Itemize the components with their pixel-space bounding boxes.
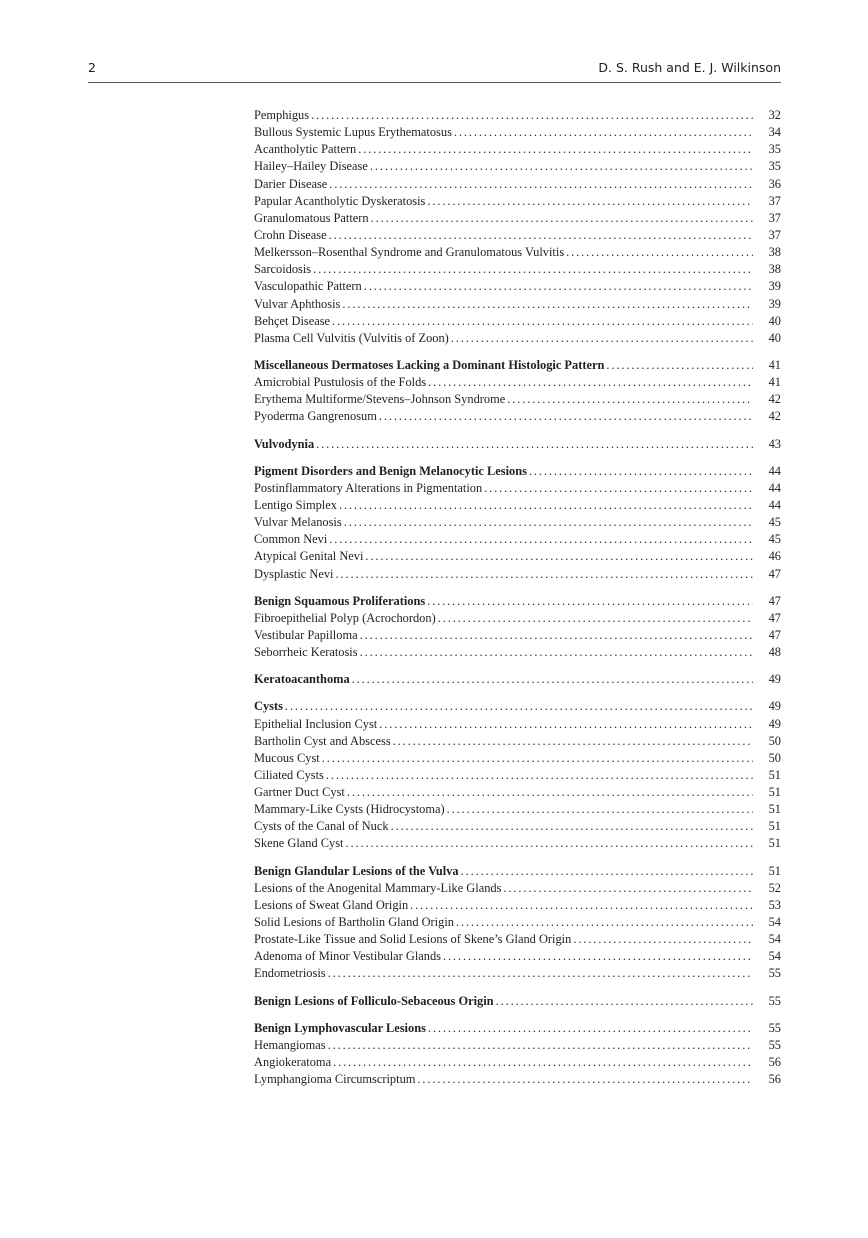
toc-entry-page: 54 (768, 949, 781, 964)
toc-entry[interactable] (254, 141, 781, 158)
toc-entry-title: Hailey–Hailey Disease (254, 159, 368, 174)
dot-leader (329, 531, 753, 548)
toc-entry-title: Bartholin Cyst and Abscess (254, 733, 391, 748)
toc-entry-title: Bullous Systemic Lupus Erythematosus (254, 125, 452, 140)
toc-entry-title: Dysplastic Nevi (254, 566, 334, 581)
toc-entry-title: Granulomatous Pattern (254, 210, 369, 225)
dot-leader (370, 158, 753, 175)
dot-leader (484, 480, 753, 497)
toc-entry[interactable] (254, 627, 781, 644)
dot-leader (529, 463, 753, 480)
toc-section-heading[interactable] (254, 357, 781, 374)
toc-entry-title: Mammary-Like Cysts (Hidrocystoma) (254, 802, 445, 817)
toc-entry-page: 35 (768, 142, 781, 157)
page-header (88, 60, 781, 82)
toc-entry-page: 51 (768, 863, 781, 878)
toc-entry-title: Vulvar Aphthosis (254, 296, 341, 311)
toc-entry-title: Seborrheic Keratosis (254, 645, 358, 660)
toc-entry-title: Gartner Duct Cyst (254, 785, 345, 800)
toc-entry-page: 56 (768, 1072, 781, 1087)
toc-entry-page: 47 (768, 627, 781, 642)
toc-group (254, 436, 781, 453)
dot-leader (336, 566, 754, 583)
toc-entry-page: 50 (768, 750, 781, 765)
toc-entry[interactable] (254, 610, 781, 627)
dot-leader (379, 716, 753, 733)
toc-entry[interactable] (254, 261, 781, 278)
toc-entry[interactable] (254, 313, 781, 330)
dot-leader (566, 244, 753, 261)
toc-entry-page: 40 (768, 330, 781, 345)
dot-leader (328, 1037, 753, 1054)
toc-entry[interactable] (254, 897, 781, 914)
page-number: 2 (88, 60, 96, 75)
toc-entry-title: Pyoderma Gangrenosum (254, 409, 377, 424)
dot-leader (360, 644, 753, 661)
toc-entry-page: 44 (768, 497, 781, 512)
toc-entry[interactable] (254, 531, 781, 548)
dot-leader (342, 296, 753, 313)
toc-group (254, 698, 781, 852)
toc-entry-page: 42 (768, 392, 781, 407)
dot-leader (364, 278, 753, 295)
dot-leader (358, 141, 753, 158)
toc-group (254, 993, 781, 1010)
toc-entry-title: Lentigo Simplex (254, 497, 337, 512)
toc-entry-page: 50 (768, 733, 781, 748)
toc-entry-page: 47 (768, 610, 781, 625)
toc-entry-title: Miscellaneous Dermatoses Lacking a Dominant Histologic Pattern (254, 357, 605, 372)
toc-entry-title: Prostate-Like Tissue and Solid Lesions of Skene’s Gland Origin (254, 932, 572, 947)
toc-entry[interactable] (254, 193, 781, 210)
toc-entry-page: 46 (768, 549, 781, 564)
toc-entry[interactable] (254, 548, 781, 565)
toc-entry-page: 34 (768, 125, 781, 140)
toc-entry-page: 43 (768, 436, 781, 451)
toc-entry-title: Vulvodynia (254, 436, 315, 451)
toc-entry[interactable] (254, 1071, 781, 1088)
toc-group (254, 1020, 781, 1089)
toc-entry-page: 53 (768, 897, 781, 912)
toc-entry-title: Lesions of the Anogenital Mammary-Like Glands (254, 880, 502, 895)
dot-leader (339, 497, 753, 514)
toc-entry-page: 51 (768, 767, 781, 782)
toc-entry[interactable] (254, 880, 781, 897)
dot-leader (391, 818, 753, 835)
toc-entry-title: Mucous Cyst (254, 750, 320, 765)
toc-entry[interactable] (254, 107, 781, 124)
toc-entry-page: 51 (768, 836, 781, 851)
toc-entry-title: Benign Glandular Lesions of the Vulva (254, 863, 459, 878)
dot-leader (316, 436, 753, 453)
toc-entry-page: 45 (768, 532, 781, 547)
toc-entry-title: Pigment Disorders and Benign Melanocytic Lesions (254, 463, 527, 478)
toc-entry-title: Melkersson–Rosenthal Syndrome and Granulomatous Vulvitis (254, 245, 565, 260)
toc-entry-title: Common Nevi (254, 532, 328, 547)
toc-entry[interactable] (254, 480, 781, 497)
toc-entry-page: 38 (768, 262, 781, 277)
toc-group (254, 593, 781, 662)
dot-leader (360, 627, 753, 644)
dot-leader (352, 671, 753, 688)
dot-leader (503, 880, 753, 897)
toc-entry-page: 52 (768, 880, 781, 895)
toc-entry[interactable] (254, 784, 781, 801)
toc-entry[interactable] (254, 176, 781, 193)
toc-entry[interactable] (254, 296, 781, 313)
dot-leader (461, 863, 753, 880)
dot-leader (410, 897, 753, 914)
toc-entry-title: Amicrobial Pustulosis of the Folds (254, 375, 427, 390)
toc-entry[interactable] (254, 948, 781, 965)
toc-section-heading[interactable] (254, 593, 781, 610)
toc-entry-title: Keratoacanthoma (254, 672, 350, 687)
toc-entry-page: 41 (768, 375, 781, 390)
toc-entry-title: Behçet Disease (254, 313, 331, 328)
toc-entry-page: 45 (768, 515, 781, 530)
toc-entry-title: Skene Gland Cyst (254, 836, 344, 851)
dot-leader (313, 261, 753, 278)
toc-entry-page: 55 (768, 1037, 781, 1052)
toc-entry[interactable] (254, 330, 781, 347)
toc-entry[interactable] (254, 497, 781, 514)
toc-entry-page: 42 (768, 409, 781, 424)
toc-entry-page: 51 (768, 802, 781, 817)
dot-leader (428, 1020, 753, 1037)
dot-leader (326, 767, 753, 784)
toc-entry-title: Acantholytic Pattern (254, 142, 357, 157)
toc-entry-title: Hemangiomas (254, 1037, 326, 1052)
toc-entry-title: Postinflammatory Alterations in Pigmentation (254, 480, 483, 495)
toc-entry[interactable] (254, 408, 781, 425)
toc-group (254, 463, 781, 583)
toc-entry[interactable] (254, 914, 781, 931)
toc-entry-page: 37 (768, 227, 781, 242)
dot-leader (285, 698, 753, 715)
dot-leader (427, 193, 753, 210)
dot-leader (451, 330, 753, 347)
toc-entry[interactable] (254, 278, 781, 295)
toc-entry-page: 44 (768, 463, 781, 478)
toc-entry-page: 44 (768, 480, 781, 495)
toc-entry-title: Cysts of the Canal of Nuck (254, 819, 389, 834)
dot-leader (329, 176, 753, 193)
toc-group (254, 357, 781, 426)
toc-section-heading[interactable] (254, 993, 781, 1010)
dot-leader (347, 784, 753, 801)
toc-group (254, 671, 781, 688)
toc-group (254, 863, 781, 983)
running-head: D. S. Rush and E. J. Wilkinson (598, 60, 781, 75)
toc-entry[interactable] (254, 733, 781, 750)
toc-entry-page: 38 (768, 245, 781, 260)
toc-entry-page: 49 (768, 699, 781, 714)
toc-group (254, 107, 781, 347)
toc-entry[interactable] (254, 1054, 781, 1071)
toc-entry-page: 39 (768, 279, 781, 294)
toc-entry-title: Papular Acantholytic Dyskeratosis (254, 193, 426, 208)
toc-entry-title: Darier Disease (254, 176, 328, 191)
toc-entry-title: Vestibular Papilloma (254, 627, 358, 642)
toc-entry-page: 39 (768, 296, 781, 311)
dot-leader (379, 408, 753, 425)
toc-entry-title: Solid Lesions of Bartholin Gland Origin (254, 915, 454, 930)
toc-entry[interactable] (254, 835, 781, 852)
toc-entry-page: 36 (768, 176, 781, 191)
toc-entry[interactable] (254, 514, 781, 531)
toc-entry-page: 47 (768, 593, 781, 608)
toc-entry[interactable] (254, 767, 781, 784)
toc-entry-title: Crohn Disease (254, 227, 327, 242)
toc-entry[interactable] (254, 1037, 781, 1054)
dot-leader (322, 750, 753, 767)
dot-leader (427, 593, 753, 610)
toc-section-heading[interactable] (254, 863, 781, 880)
dot-leader (344, 514, 753, 531)
dot-leader (456, 914, 753, 931)
toc-entry[interactable] (254, 931, 781, 948)
toc-entry-page: 54 (768, 915, 781, 930)
toc-entry-title: Benign Lesions of Folliculo-Sebaceous Origin (254, 993, 494, 1008)
toc-entry-title: Erythema Multiforme/Stevens–Johnson Syndrome (254, 392, 506, 407)
toc-entry-title: Endometriosis (254, 966, 326, 981)
toc-entry-page: 55 (768, 993, 781, 1008)
header-rule (88, 82, 781, 83)
toc-section-heading[interactable] (254, 698, 781, 715)
toc-entry-page: 49 (768, 672, 781, 687)
dot-leader (417, 1071, 753, 1088)
toc-entry-page: 47 (768, 566, 781, 581)
toc-entry[interactable] (254, 716, 781, 733)
dot-leader (329, 227, 753, 244)
toc-entry-page: 40 (768, 313, 781, 328)
toc-entry-title: Atypical Genital Nevi (254, 549, 364, 564)
dot-leader (447, 801, 753, 818)
toc-section-heading[interactable] (254, 1020, 781, 1037)
dot-leader (428, 374, 753, 391)
toc-entry[interactable] (254, 374, 781, 391)
toc-entry[interactable] (254, 965, 781, 982)
toc-entry[interactable] (254, 644, 781, 661)
dot-leader (507, 391, 753, 408)
toc-entry-page: 32 (768, 108, 781, 122)
dot-leader (345, 835, 753, 852)
dot-leader (311, 107, 753, 124)
toc-entry-title: Vulvar Melanosis (254, 515, 342, 530)
toc-entry-page: 51 (768, 785, 781, 800)
toc-entry-title: Plasma Cell Vulvitis (Vulvitis of Zoon) (254, 330, 449, 345)
toc-entry-title: Lymphangioma Circumscriptum (254, 1072, 416, 1087)
toc-entry-page: 56 (768, 1055, 781, 1070)
toc-entry-page: 35 (768, 159, 781, 174)
toc-entry[interactable] (254, 124, 781, 141)
dot-leader (438, 610, 753, 627)
toc-entry-page: 55 (768, 966, 781, 981)
table-of-contents (254, 107, 781, 1098)
toc-entry-page: 37 (768, 193, 781, 208)
toc-entry[interactable] (254, 801, 781, 818)
toc-entry[interactable] (254, 818, 781, 835)
toc-entry-page: 48 (768, 645, 781, 660)
dot-leader (333, 1054, 753, 1071)
toc-entry[interactable] (254, 210, 781, 227)
toc-entry[interactable] (254, 158, 781, 175)
dot-leader (443, 948, 753, 965)
toc-entry-page: 41 (768, 357, 781, 372)
toc-entry-title: Pemphigus (254, 108, 310, 122)
dot-leader (393, 733, 753, 750)
toc-section-heading[interactable] (254, 463, 781, 480)
dot-leader (606, 357, 753, 374)
toc-entry-page: 54 (768, 932, 781, 947)
toc-section-heading[interactable] (254, 671, 781, 688)
dot-leader (496, 993, 753, 1010)
toc-entry-title: Cysts (254, 699, 283, 714)
dot-leader (328, 965, 753, 982)
toc-entry[interactable] (254, 244, 781, 261)
toc-entry-page: 49 (768, 716, 781, 731)
toc-entry-title: Angiokeratoma (254, 1055, 332, 1070)
toc-entry-title: Benign Squamous Proliferations (254, 593, 426, 608)
dot-leader (573, 931, 753, 948)
toc-entry-title: Sarcoidosis (254, 262, 312, 277)
dot-leader (371, 210, 753, 227)
toc-entry[interactable] (254, 391, 781, 408)
toc-section-heading[interactable] (254, 436, 781, 453)
toc-entry-title: Fibroepithelial Polyp (Acrochordon) (254, 610, 436, 625)
toc-entry-title: Lesions of Sweat Gland Origin (254, 897, 409, 912)
toc-entry-title: Adenoma of Minor Vestibular Glands (254, 949, 441, 964)
toc-entry-title: Vasculopathic Pattern (254, 279, 362, 294)
toc-entry-title: Benign Lymphovascular Lesions (254, 1020, 426, 1035)
toc-entry-page: 51 (768, 819, 781, 834)
toc-entry-page: 37 (768, 210, 781, 225)
toc-entry-title: Epithelial Inclusion Cyst (254, 716, 378, 731)
toc-entry-page: 55 (768, 1020, 781, 1035)
dot-leader (332, 313, 753, 330)
dot-leader (454, 124, 753, 141)
dot-leader (365, 548, 753, 565)
toc-entry[interactable] (254, 566, 781, 583)
toc-entry-title: Ciliated Cysts (254, 767, 324, 782)
toc-entry[interactable] (254, 750, 781, 767)
toc-entry[interactable] (254, 227, 781, 244)
